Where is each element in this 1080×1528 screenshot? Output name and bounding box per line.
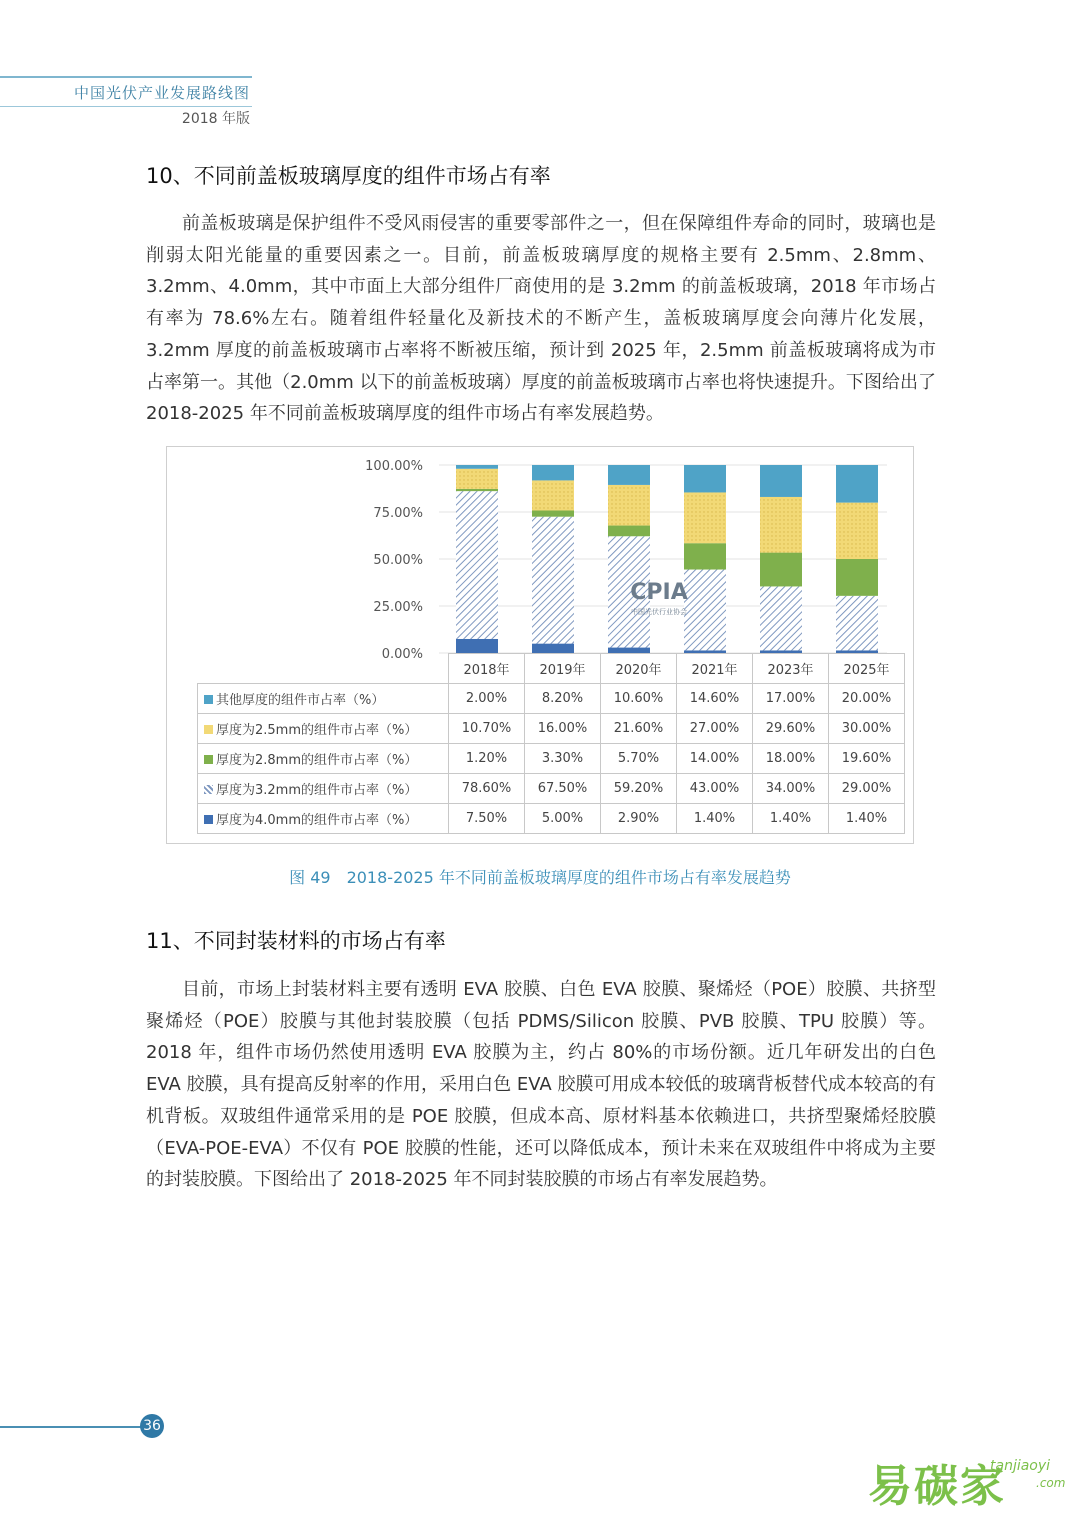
data-label: 1.40% — [677, 804, 753, 834]
section-11-title: 11、不同封装材料的市场占有率 — [146, 929, 446, 953]
bar-segment — [532, 644, 574, 653]
page-number: 36 — [140, 1414, 164, 1438]
y-tick-label: 50.00% — [373, 553, 423, 568]
y-tick-label: 25.00% — [373, 600, 423, 615]
data-label: 8.20% — [525, 684, 601, 714]
x-tick-label: 2018年 — [449, 654, 525, 684]
data-label: 78.60% — [449, 774, 525, 804]
bar-segment — [684, 492, 726, 543]
bar-segment — [608, 526, 650, 537]
data-label: 18.00% — [753, 744, 829, 774]
data-label: 1.40% — [753, 804, 829, 834]
header-title: 中国光伏产业发展路线图 — [73, 84, 250, 102]
x-tick-label: 2021年 — [677, 654, 753, 684]
bar-segment — [760, 553, 802, 587]
data-label: 10.60% — [601, 684, 677, 714]
bar-segment — [836, 503, 878, 559]
legend-label: 厚度为4.0mm的组件市占率（%） — [216, 813, 418, 828]
data-label: 20.00% — [829, 684, 905, 714]
chart-data-table — [197, 653, 905, 834]
bar-segment — [760, 465, 802, 497]
data-label: 17.00% — [753, 684, 829, 714]
x-tick-label: 2019年 — [525, 654, 601, 684]
legend-swatch — [204, 785, 213, 794]
bar-segment — [760, 586, 802, 650]
bar-segment — [608, 465, 650, 485]
legend-entry — [198, 744, 449, 774]
bar-segment — [684, 543, 726, 569]
data-label: 3.30% — [525, 744, 601, 774]
watermark-url-domain: .com — [1036, 1476, 1066, 1490]
bar-segment — [532, 480, 574, 510]
x-tick-label: 2020年 — [601, 654, 677, 684]
legend-label: 厚度为2.5mm的组件市占率（%） — [216, 723, 418, 738]
legend-swatch — [204, 725, 213, 734]
data-label: 30.00% — [829, 714, 905, 744]
data-label: 29.60% — [753, 714, 829, 744]
data-label: 7.50% — [449, 804, 525, 834]
data-label: 19.60% — [829, 744, 905, 774]
bar-segment — [532, 465, 574, 480]
header-rule — [0, 76, 252, 78]
legend-entry — [198, 804, 449, 834]
data-label: 14.60% — [677, 684, 753, 714]
x-tick-label: 2025年 — [829, 654, 905, 684]
data-label: 27.00% — [677, 714, 753, 744]
watermark-logo — [868, 1446, 1078, 1516]
table-row — [198, 684, 905, 714]
section-10-paragraph — [146, 208, 936, 430]
bar-segment — [684, 570, 726, 651]
data-label: 2.00% — [449, 684, 525, 714]
bar-segment — [608, 485, 650, 526]
watermark-text: 易碳家 — [868, 1461, 1006, 1512]
legend-swatch — [204, 815, 213, 824]
table-row — [198, 714, 905, 744]
y-tick-label: 75.00% — [373, 506, 423, 521]
bar-segment — [456, 491, 498, 639]
bar-segment — [532, 517, 574, 644]
data-label: 2.90% — [601, 804, 677, 834]
legend-swatch — [204, 695, 213, 704]
bar-segment — [836, 559, 878, 596]
watermark-url: tanjiaoyi — [990, 1458, 1051, 1474]
bar-segment — [456, 469, 498, 489]
section-10-title: 10、不同前盖板玻璃厚度的组件市场占有率 — [146, 164, 551, 188]
bar-segment — [532, 510, 574, 516]
data-label: 67.50% — [525, 774, 601, 804]
legend-label: 厚度为3.2mm的组件市占率（%） — [216, 783, 418, 798]
bar-segment — [684, 465, 726, 492]
legend-swatch — [204, 755, 213, 764]
section-11-paragraph — [146, 974, 936, 1196]
header-edition: 2018 年版 — [181, 111, 250, 127]
data-label: 59.20% — [601, 774, 677, 804]
legend-label: 厚度为2.8mm的组件市占率（%） — [216, 753, 418, 768]
stacked-bar-chart — [166, 446, 914, 844]
bar-segment — [760, 497, 802, 553]
data-label: 1.20% — [449, 744, 525, 774]
table-row — [198, 744, 905, 774]
section-11-text: 目前，市场上封装材料主要有透明 EVA 胶膜、白色 EVA 胶膜、聚烯烃（POE）胶膜、共挤型聚烯烃（POE）胶膜与其他封装胶膜（包括 PDMS/Silicon 胶膜、PVB 胶膜、TPU 胶膜）等。2018 年，组件市场仍然使用透明 EVA 胶膜为主，约占 80%的市场份额。近几年研发出的白色 EVA 胶膜，具有提高反射率的作用，采用白色 EVA 胶膜可用成本较低的玻璃背板替代成本较高的有机背板。双玻组件通常采用的是 POE 胶膜，但成本高、原材料基本依赖进口，共挤型聚烯烃胶膜（EVA-POE-EVA）不仅有 POE 胶膜的性能，还可以降低成本，预计未来在双玻组件中将成为主要的封装胶膜。下图给出了 2018-2025 年不同封装胶膜的市场占有率发展趋势。 — [146, 979, 936, 1191]
bar-segment — [836, 465, 878, 503]
section-10-text: 前盖板玻璃是保护组件不受风雨侵害的重要零部件之一，但在保障组件寿命的同时，玻璃也是削弱太阳光能量的重要因素之一。目前，前盖板玻璃厚度的规格主要有 2.5mm、2.8mm、3.2mm、4.0mm，其中市面上大部分组件厂商使用的是 3.2mm 的前盖板玻璃，2018 年市场占有率为 78.6%左右。随着组件轻量化及新技术的不断产生，盖板玻璃厚度会向薄片化发展，3.2mm 厚度的前盖板玻璃市占率将不断被压缩，预计到 2025 年，2.5mm 前盖板玻璃将成为市占率第一。其他（2.0mm 以下的前盖板玻璃）厚度的前盖板玻璃市占率也将快速提升。下图给出了 2018-2025 年不同前盖板玻璃厚度的组件市场占有率发展趋势。 — [146, 213, 936, 425]
header-rule-thin — [0, 106, 252, 107]
y-tick-label: 100.00% — [365, 459, 423, 474]
cpia-logo-subtext: 中国光伏行业协会 — [631, 608, 687, 616]
figure-caption: 图 49 2018-2025 年不同前盖板玻璃厚度的组件市场占有率发展趋势 — [289, 868, 791, 887]
data-label: 16.00% — [525, 714, 601, 744]
data-label: 21.60% — [601, 714, 677, 744]
legend-entry — [198, 684, 449, 714]
data-label: 5.00% — [525, 804, 601, 834]
data-label: 10.70% — [449, 714, 525, 744]
footer-rule — [0, 1426, 142, 1428]
data-label: 43.00% — [677, 774, 753, 804]
cpia-logo — [630, 580, 687, 616]
y-tick-label: 0.00% — [381, 647, 423, 662]
x-tick-label: 2023年 — [753, 654, 829, 684]
data-label: 34.00% — [753, 774, 829, 804]
bar-segment — [456, 465, 498, 469]
data-label: 1.40% — [829, 804, 905, 834]
bar-segment — [836, 596, 878, 651]
table-row — [198, 804, 905, 834]
data-label: 14.00% — [677, 744, 753, 774]
bar-segment — [456, 489, 498, 491]
data-label: 5.70% — [601, 744, 677, 774]
cpia-logo-text: CPIA — [630, 580, 688, 605]
legend-entry — [198, 774, 449, 804]
data-label: 29.00% — [829, 774, 905, 804]
legend-entry — [198, 714, 449, 744]
bar-segment — [456, 639, 498, 653]
legend-label: 其他厚度的组件市占率（%） — [216, 693, 385, 708]
table-corner — [198, 654, 449, 684]
table-row — [198, 774, 905, 804]
